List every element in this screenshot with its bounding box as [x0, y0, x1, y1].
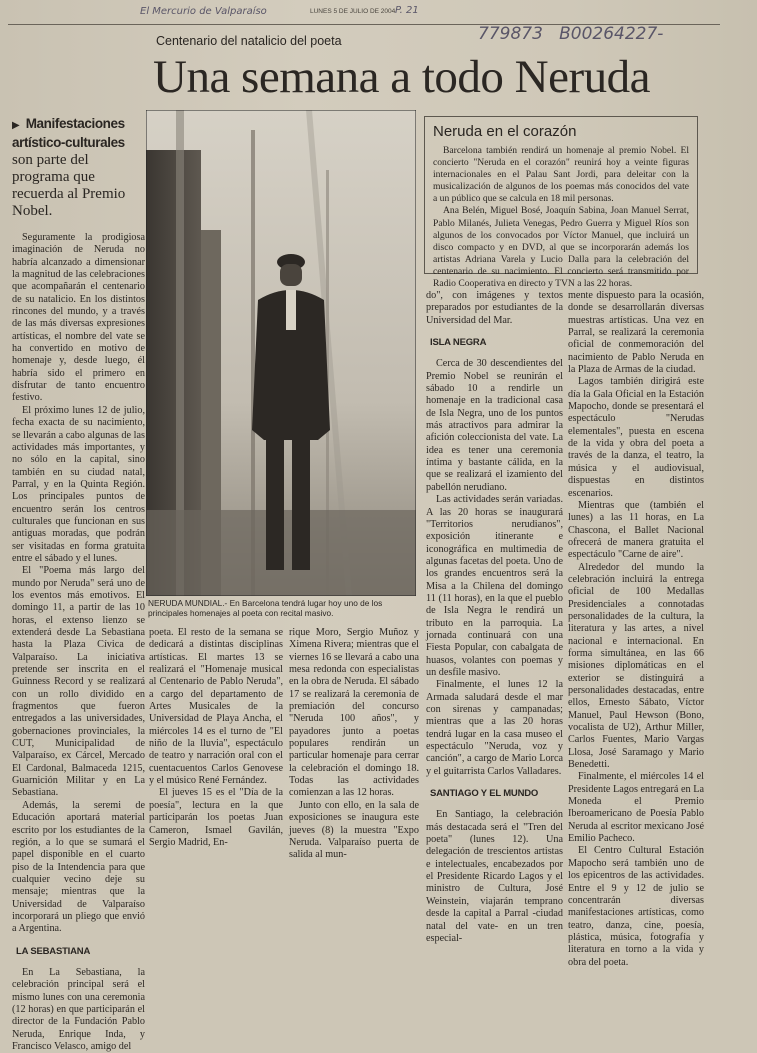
dek-bold: Manifestaciones artístico-culturales — [12, 116, 125, 150]
subheading-la-sebastiana: LA SEBASTIANA — [16, 945, 91, 957]
paragraph: Las actividades serán variadas. A las 20 horas se inaugurará "Territorios nerudianos", exposición itinerante e iconográfica en multimedia de algunas facetas del poeta. Uno de los grandes encuentros será la Misa a la Chilena del domingo 11 (11 horas), en la que el pueblo de Isla Negra le rendirá un tributo en la parroquia. La jornada continuará con una Fiesta Popular, con cabalgata de huasos, volantes con poemas y un desfile masivo. — [426, 494, 563, 678]
paragraph: El Centro Cultural Estación Mapocho será también uno de los epicentros de las actividades. Entre el 9 y 12 de julio se concentrarán diversas manifestaciones artísticas, como teatro, danza, cine, poesía, plástica, música, fotografía y literatura en torno a la vida y obra del poeta. — [568, 845, 704, 968]
handwritten-source: El Mercurio de Valparaíso — [140, 6, 267, 17]
article-title: Una semana a todo Neruda — [153, 51, 650, 103]
paragraph: Alrededor del mundo la celebración incluirá la entrega oficial de 100 Medallas Presidenciales a connotadas personalidades de la cultura, la literatura y las artes, a nivel nacional e internacional. En forma simultánea, en las 66 misiones diplomáticas en el exterior se distinguirá a personalidades destacadas, entre ellos, Ernesto Sábato, Víctor Manuel, Paul Hewson (Bono, vocalista de U2), Arthur Miller, Carlos Fuentes, Mario Vargas Llosa, José Saramago y Mario Benedetti. — [568, 561, 704, 771]
sidebar-box-title: Neruda en el corazón — [433, 123, 577, 140]
paragraph: Finalmente, el lunes 12 la Armada saludará desde el mar con sirenas y campanadas; mientras que a las 20 horas tendrá lugar en la casa museo el espectáculo "Neruda, voz y canción", a cargo de Mario Lorca y el guitarrista Carlos Valladares. — [426, 679, 563, 777]
paragraph: Barcelona también rendirá un homenaje al premio Nobel. El concierto "Neruda en el corazón" reunirá hoy a veinte figuras internacionales en el Palau Sant Jordi, para deleitar con la musicalización de algunos de los poemas más conocidos del vate a un público que se calcula en 18 mil personas. — [433, 145, 689, 205]
subheading-santiago-y-el-mundo: SANTIAGO Y EL MUNDO — [430, 788, 539, 800]
handwritten-archive-numbers: 779873 B00264227- — [478, 24, 664, 44]
column-3 — [289, 627, 419, 862]
paragraph: rique Moro, Sergio Muñoz y Ximena Rivera; mientras que el viernes 16 se llevará a cabo una mesa redonda con especialistas en la obra de Neruda. El sábado 17 se realizará la ceremonia de premiación del concurso "Neruda 100 años", y payadores junto a poetas populares rendirán un particular homenaje para cerrar la celebración el domingo 18. Todas las actividades comienzan a las 12 horas. — [289, 627, 419, 799]
photo-neruda-street — [146, 110, 416, 596]
paragraph: El próximo lunes 12 de julio, fecha exacta de su nacimiento, se llevarán a cabo algunas de las actividades más importantes, y no sólo en la capital, sino también en su ciudad natal, Parral, y en la Quinta Región. Los principales puntos de encuentro serán los centros culturales que funcionan en sus antiguas moradas, que podrán ser visitadas en forma gratuita entre el sábado y el lunes. — [12, 404, 145, 564]
triangle-bullet-icon: ▶ — [12, 120, 20, 131]
print-date: LUNES 5 DE JULIO DE 2004 — [310, 8, 396, 15]
article-kicker: Centenario del natalicio del poeta — [156, 34, 342, 48]
paragraph: Lagos también dirigirá este día la Gala Oficial en la Estación Mapocho, donde se presentará el espectáculo "Nerudas elementales", puesta en escena de la vida y obra del poeta a través de la danza, el teatro, la música y el audiovisual, dispuestas en distintos escenarios. — [568, 376, 704, 499]
handwritten-page: P. 21 — [395, 5, 419, 16]
paragraph: Mientras que (también el lunes) a las 11 horas, en La Chascona, el Ballet Nacional ofrecerá de manera gratuita el espectáculo "Carne de aire". — [568, 499, 704, 561]
paragraph: poeta. El resto de la semana se dedicará a distintas disciplinas artísticas. El martes 13 se realizará el "Homenaje musical al Centenario de Pablo Neruda", a cargo del departamento de Artes Musicales de la Universidad de Playa Ancha, el miércoles 14 es el turno de "El niño de la lluvia", espectáculo de teatro y narración oral con el cuentacuentos Carlos Genovese y el músico René Fernández. — [149, 627, 283, 787]
paragraph: El jueves 15 es el "Día de la poesía", lectura en la que participarán los poetas Juan Cameron, Ismael Gavilán, Sergio Madrid, En- — [149, 787, 283, 848]
column-4 — [426, 290, 563, 945]
paragraph: Ana Belén, Miguel Bosé, Joaquín Sabina, Joan Manuel Serrat, Pablo Milanés, Julieta Venegas, Pedro Guerra y Miguel Ríos son algunos de los convocados por Víctor Manuel, que incluirá un disco compacto y en DVD, al que se incorporarán además los artistas Adriana Varela y Lucio Dalla para la celebración del centenario de su nacimiento. El concierto será transmitido por Radio Cooperativa en directo y TVN a las 22 horas. — [433, 205, 689, 290]
paragraph: mente dispuesto para la ocasión, donde se desarrollarán diversas muestras artísticas. Una vez en Parral, se realizará la ceremonia oficial de conmemoración del nacimiento de Pablo Neruda en la Plaza de Armas de la ciudad. — [568, 290, 704, 376]
paragraph: En La Sebastiana, la celebración principal será el mismo lunes con una ceremonia (12 horas) en que participarán el director de la Fundación Pablo Neruda, Enrique Inda, y Francisco Velasco, amigo del — [12, 966, 145, 1052]
paragraph: Finalmente, el miércoles 14 el Presidente Lagos entregará en La Moneda el Premio Iberoamericano de Poesía Pablo Neruda al escritor mexicano José Emilio Pacheco. — [568, 771, 704, 845]
paragraph: El "Poema más largo del mundo por Neruda" será uno de los eventos más emotivos. El domingo 11, a partir de las 10 horas, el extenso lienzo se extenderá desde La Sebastiana hasta la Plaza Cívica de Valparaíso. La iniciativa pretende ser inscrita en el Guinness Record y se realizará con un rollo dividido en fragmentos que fueron entregados a las universidades, gobernaciones provinciales, la CUT, Municipalidad de Valparaíso, ex Cárcel, Mercado El Cardonal, Balmaceda 1215, Guarnición Militar y en La Sebastiana. — [12, 565, 145, 799]
paragraph: do", con imágenes y textos preparados por estudiantes de la Universidad del Mar. — [426, 290, 563, 326]
subheading-isla-negra: ISLA NEGRA — [430, 337, 487, 349]
article-dek — [12, 115, 147, 220]
paragraph: Además, la seremi de Educación aportará material escrito por los estudiantes de la región, a lo que se sumará el papel disponible en el cuarto piso de la Intendencia para que cualquier vecino deje su mensaje; mientras que la Universidad de Valparaíso incorporará un pliego que envió a Argentina. — [12, 799, 145, 935]
column-5 — [568, 290, 704, 969]
paragraph: Cerca de 30 descendientes del Premio Nobel se reunirán el sábado 10 a rendirle un homenaje en la tradicional casa de Isla Negra, uno de los puntos más atractivos para admirar la afición coleccionista del vate. La idea es tener una ceremonia íntima y bastante cálida, en la que se realizará el izamiento del pabellón nerudiano. — [426, 358, 563, 493]
paragraph: Seguramente la prodigiosa imaginación de Neruda no habría alcanzado a dimensionar la magnitud de las celebraciones que acompañarán el centenario de su natalicio. En los distintos rincones del mundo, y a través de las más diversas expresiones artísticas, el nombre del vate se ha convertido en motivo de homenaje y, desde luego, él habría sido el primero en disfrutar de tanto encuentro festivo. — [12, 232, 145, 404]
sidebar-box-body — [425, 145, 697, 290]
paragraph: En Santiago, la celebración más destacada será el "Tren del poeta" (lunes 12). Una delegación de trescientos artistas e intelectuales, encabezados por el Presidente Ricardo Lagos y el ministro de Cultura, José Weinstein, viajarán temprano desde la capital a Parral -ciudad natal del vate- en un tren especial- — [426, 809, 563, 944]
column-2 — [149, 627, 283, 849]
dek-text: son parte del programa que recuerda al Premio Nobel. — [12, 152, 126, 219]
column-1 — [12, 232, 145, 1053]
photo-caption: NERUDA MUNDIAL.- En Barcelona tendrá lugar hoy uno de los principales homenajes al poeta con recital masivo. — [148, 598, 383, 618]
sidebar-box-neruda-en-el-corazon — [424, 116, 698, 290]
paragraph: Junto con ello, en la sala de exposiciones se inaugura este jueves (8) la muestra "Expo Neruda. Valparaíso puerta de salida al mun- — [289, 799, 419, 861]
